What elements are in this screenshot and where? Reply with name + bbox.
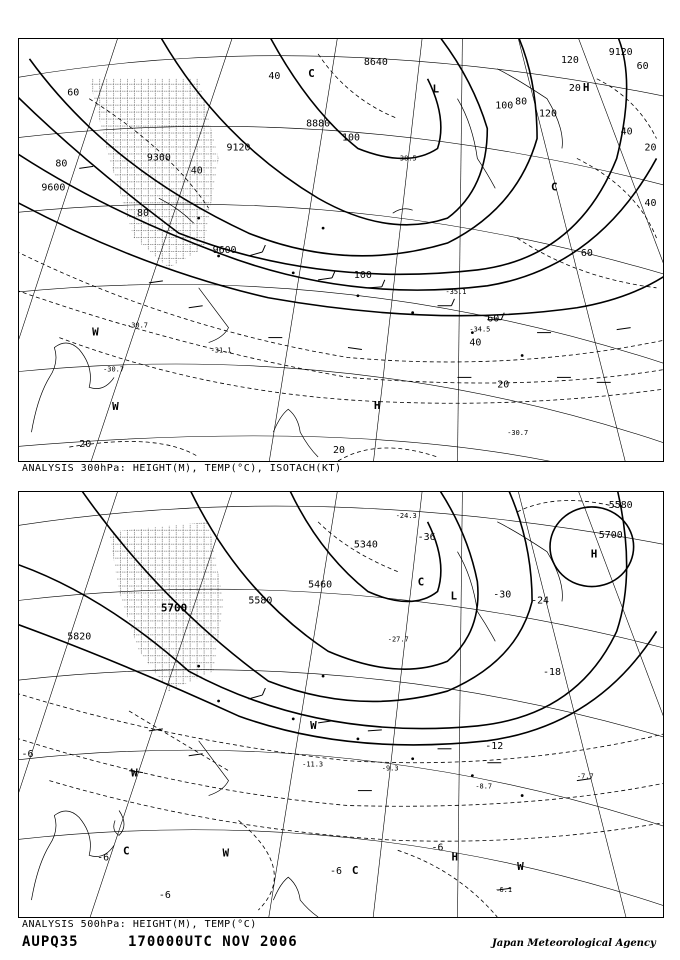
pressure-center-label: C <box>351 864 359 878</box>
temperature-label: -12 <box>485 740 504 752</box>
temp-sample: -6.1 <box>495 886 513 895</box>
height-label: 9120 <box>608 46 633 58</box>
pressure-center-label: W <box>310 718 317 732</box>
agency-credit: Japan Meteorological Agency <box>492 938 656 949</box>
pressure-center-label: L <box>432 82 440 96</box>
height-label: 5820 <box>67 631 92 643</box>
isotach-label: 20 <box>79 439 92 451</box>
isotach-label: 40 <box>190 165 203 177</box>
isotach-label: 120 <box>560 54 579 66</box>
lower-500hpa-map <box>18 491 664 918</box>
height-label: 5460 <box>308 579 333 591</box>
height-label: 5340 <box>353 539 378 551</box>
temp-sample: -34.5 <box>469 325 491 334</box>
pressure-center-label: H <box>451 850 459 864</box>
height-label: 9360 <box>146 152 171 164</box>
isotach-label: 100 <box>353 269 372 281</box>
lower-panel-caption: ANALYSIS 500hPa: HEIGHT(M), TEMP(°C) <box>22 919 257 930</box>
pressure-center-label: W <box>130 766 138 780</box>
height-label: 5700 <box>598 529 623 541</box>
isotach-label: 60 <box>636 60 649 72</box>
height-label: 8880 <box>306 118 331 130</box>
temperature-label: -18 <box>543 667 562 679</box>
temp-sample: -27.7 <box>387 635 409 644</box>
temperature-label: -36 <box>417 531 436 543</box>
height-label: 8640 <box>363 56 388 68</box>
temp-sample: -7.7 <box>576 772 594 781</box>
temperature-label: -6 <box>21 748 34 760</box>
pressure-center-label: W <box>517 860 524 874</box>
height-label: 5580 <box>248 595 273 607</box>
isotach-label: 40 <box>644 198 657 210</box>
temperature-label: -24 <box>531 595 550 607</box>
isotach-label: 60 <box>487 313 500 325</box>
pressure-center-label: W <box>222 846 230 860</box>
height-contours <box>19 492 657 745</box>
temp-sample: -35.1 <box>445 287 467 296</box>
temp-sample: -31.1 <box>210 346 232 355</box>
isotach-label: 40 <box>469 337 482 349</box>
temp-sample: -38.5 <box>395 154 417 163</box>
lower-labels <box>22 500 633 901</box>
temp-sample: -24.3 <box>395 511 417 520</box>
height-label: 9600 <box>212 244 237 256</box>
lower-map-drawing <box>19 492 663 917</box>
height-label: 5580 <box>608 499 633 511</box>
pressure-center-label: C <box>417 575 425 589</box>
pressure-center-label: L <box>450 589 458 603</box>
temp-sample: -30.7 <box>103 365 125 374</box>
isotach-label: 100 <box>341 132 360 144</box>
temperature-label: -30 <box>493 589 512 601</box>
isotach-label: 60 <box>580 247 593 259</box>
isotach-label: 80 <box>55 158 68 170</box>
temperature-label: -6 <box>330 866 343 878</box>
pressure-center-label: C <box>551 180 558 194</box>
isotach-label: 20 <box>568 82 581 94</box>
valid-time: 170000UTC NOV 2006 <box>128 934 298 950</box>
isotach-label: 40 <box>620 126 633 138</box>
upper-300hpa-map <box>18 38 664 462</box>
pressure-center-label: H <box>582 80 590 94</box>
upper-panel-caption: ANALYSIS 300hPa: HEIGHT(M), TEMP(°C), ISOTACH(KT) <box>22 463 342 474</box>
temperature-label: -6 <box>158 890 171 902</box>
chart-id: AUPQ35 <box>22 934 79 950</box>
height-label: 9600 <box>41 182 66 194</box>
pressure-center-label: W <box>112 400 119 414</box>
temp-sample: -30.7 <box>127 321 148 330</box>
temp-sample: -11.3 <box>302 760 324 769</box>
isotach-label: 100 <box>495 100 514 112</box>
pressure-center-label: H <box>590 547 598 561</box>
pressure-center-label: W <box>92 325 99 339</box>
temp-sample: -30.7 <box>507 429 529 438</box>
isotach-label: 120 <box>539 108 558 120</box>
temp-sample: -8.7 <box>475 782 493 791</box>
isotach-label: 40 <box>268 70 281 82</box>
height-label: 5700 <box>160 601 188 615</box>
height-label: 9120 <box>226 142 251 154</box>
temperature-label: -6 <box>97 852 110 864</box>
isotach-label: 20 <box>333 445 346 457</box>
isotach-label: 80 <box>515 96 528 108</box>
isotach-label: 80 <box>136 208 149 220</box>
upper-map-drawing <box>19 39 663 461</box>
temp-sample: -9.3 <box>381 764 399 773</box>
temperature-label: -6 <box>431 842 444 854</box>
pressure-center-label: C <box>308 66 315 80</box>
pressure-center-label: C <box>123 844 130 858</box>
isotach-label: 20 <box>497 379 510 391</box>
isotach-label: 60 <box>67 87 80 99</box>
isotach-label: 20 <box>644 142 657 154</box>
pressure-center-label: H <box>373 399 381 413</box>
